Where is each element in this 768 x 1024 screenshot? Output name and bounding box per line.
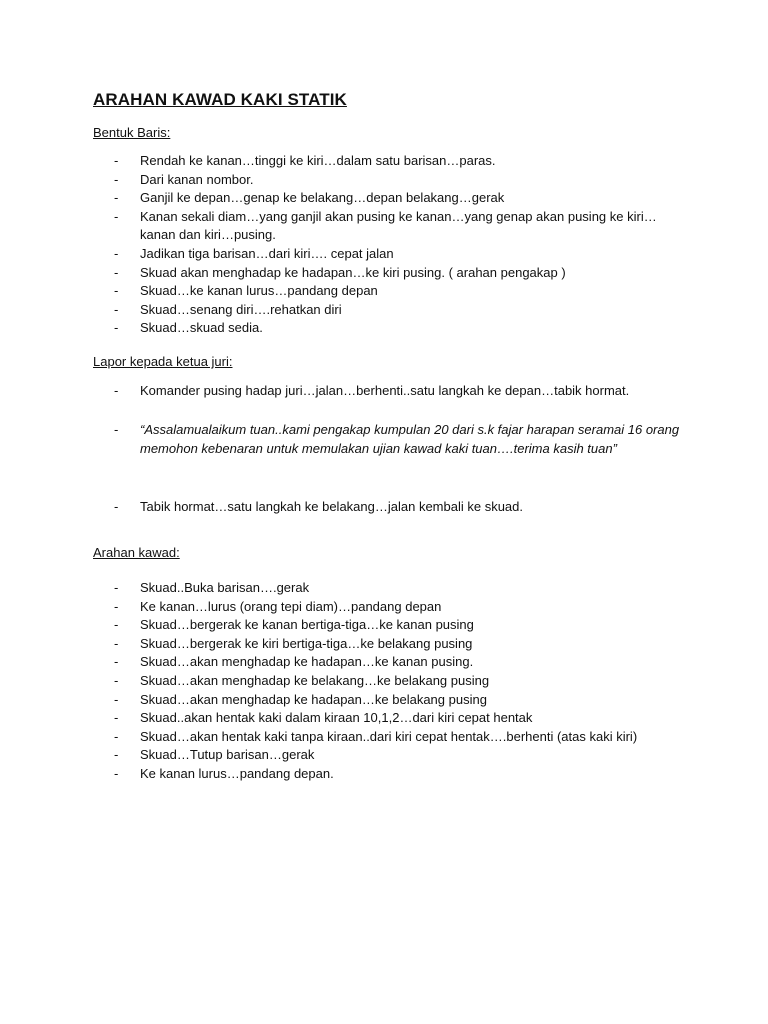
bullet-dash: - [114, 245, 119, 261]
bullet-dash: - [114, 617, 119, 633]
bullet-dash: - [114, 747, 119, 763]
list-item: - Skuad…bergerak ke kiri bertiga-tiga…ke belakang pusing [114, 635, 684, 654]
list-item: - Ke kanan…lurus (orang tepi diam)…pandang depan [114, 598, 684, 617]
lapor-list [114, 382, 684, 401]
list-item: - Kanan sekali diam…yang ganjil akan pusing ke kanan…yang genap akan pusing ke kiri…kanan dan kiri…pusing. [114, 208, 657, 243]
bullet-dash: - [114, 635, 119, 651]
list-item: - Skuad…akan menghadap ke hadapan…ke kanan pusing. [114, 653, 684, 672]
list-item: - Skuad…Tutup barisan…gerak [114, 746, 684, 765]
list-item [114, 421, 684, 458]
bullet-dash: - [114, 383, 119, 398]
bullet-dash: - [114, 499, 119, 514]
section-heading-arahan-kawad: Arahan kawad: [93, 545, 180, 560]
greeting-quote: “Assalamualaikum tuan..kami pengakap kumpulan 20 dari s.k fajar harapan seramai 16 orang memohon kebenaran untuk memulakan ujian kawad kaki tuan….terima kasih tuan” [140, 422, 680, 456]
bullet-dash: - [114, 153, 119, 168]
list-item: - Tabik hormat…satu langkah ke belakang…jalan kembali ke skuad. [114, 498, 684, 517]
bullet-dash: - [114, 598, 119, 614]
bullet-dash: - [114, 710, 119, 726]
list-item: - Skuad…akan menghadap ke belakang…ke belakang pusing [114, 672, 684, 691]
list-item: - Rendah ke kanan…tinggi ke kiri…dalam satu barisan…paras. [114, 152, 684, 171]
bullet-dash: - [114, 765, 119, 781]
bullet-dash: - [114, 672, 119, 688]
section-heading-lapor: Lapor kepada ketua juri: [93, 354, 233, 369]
list-item: - Jadikan tiga barisan…dari kiri…. cepat jalan [114, 245, 684, 264]
list-item: - Komander pusing hadap juri…jalan…berhenti..satu langkah ke depan…tabik hormat. [114, 382, 684, 401]
list-item: - Skuad…skuad sedia. [114, 319, 684, 338]
bullet-dash: - [114, 691, 119, 707]
list-item: - Skuad…ke kanan lurus…pandang depan [114, 282, 684, 301]
arahan-kawad-list [114, 579, 684, 784]
bullet-dash: - [114, 283, 119, 299]
section-heading-bentuk-baris: Bentuk Baris: [93, 125, 171, 140]
bullet-dash: - [114, 728, 119, 744]
bullet-dash: - [114, 190, 119, 206]
list-item: - Dari kanan nombor. [114, 171, 684, 190]
bullet-dash: - [114, 264, 119, 280]
document-title: ARAHAN KAWAD KAKI STATIK [93, 90, 347, 109]
lapor-end-list [114, 498, 684, 517]
bullet-dash: - [114, 320, 119, 336]
bullet-dash: - [114, 208, 119, 224]
list-item: - Ganjil ke depan…genap ke belakang…depan belakang…gerak [114, 189, 684, 208]
bullet-dash: - [114, 654, 119, 670]
list-item: - Ke kanan lurus…pandang depan. [114, 765, 684, 784]
list-item: - Skuad..akan hentak kaki dalam kiraan 10,1,2…dari kiri cepat hentak [114, 709, 684, 728]
bentuk-baris-list [114, 152, 684, 338]
list-item: - Skuad…akan menghadap ke hadapan…ke belakang pusing [114, 691, 684, 710]
list-item: - Skuad…bergerak ke kanan bertiga-tiga…ke kanan pusing [114, 616, 684, 635]
list-item: - Skuad..Buka barisan….gerak [114, 579, 684, 598]
list-item: - Skuad…senang diri….rehatkan diri [114, 301, 684, 320]
bullet-dash: - [114, 301, 119, 317]
bullet-dash: - [114, 171, 119, 187]
list-item: - Skuad…akan hentak kaki tanpa kiraan..dari kiri cepat hentak….berhenti (atas kaki kiri) [114, 728, 684, 747]
bullet-dash: - [114, 580, 119, 595]
bullet-dash: - [114, 422, 119, 437]
list-item: - Skuad akan menghadap ke hadapan…ke kiri pusing. ( arahan pengakap ) [114, 264, 684, 283]
lapor-quote-list [114, 421, 684, 458]
